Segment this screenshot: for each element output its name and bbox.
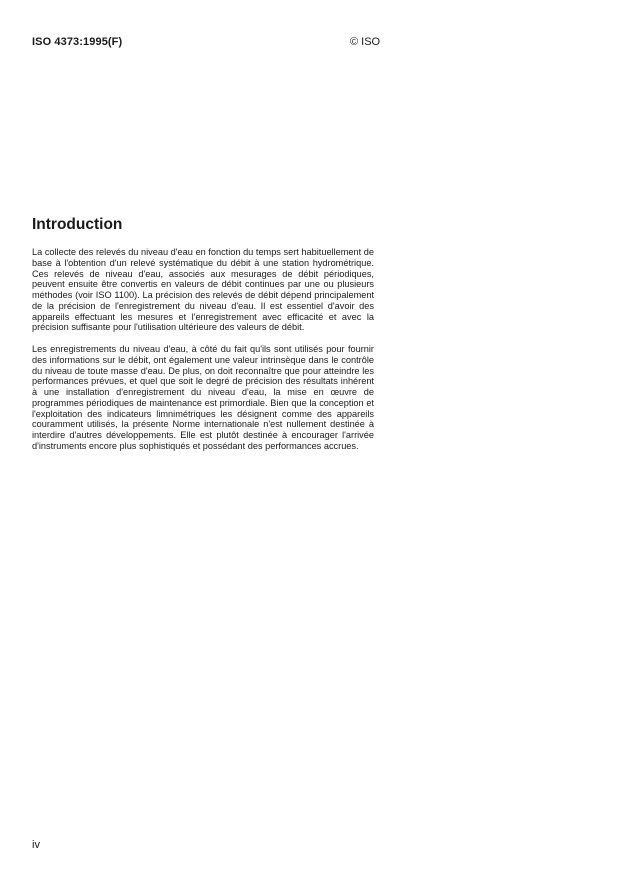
paragraph-2: Les enregistrements du niveau d'eau, à côté du fait qu'ils sont utilisés pour fournir des informations sur le débit, ont également une valeur intrinsèque dans le contrôle du niveau de toute masse d'eau. De plus, on doit reconnaître que pour atteindre les performances prévues, et quel que soit le degré de précision des résultats inhérent à une installation d'enregistrement du niveau d'eau, la mise en œuvre de programmes périodiques de maintenance est primordiale. Bien que la conception et l'exploitation des indicateurs limnimétriques les désignent comme des appareils couramment utilisés, la présente Norme internationale n'est nullement destinée à interdire d'autres développements. Elle est plutôt destinée à encourager l'arrivée d'instruments encore plus sophistiqués et possédant des performances accrues. bbox=[32, 344, 374, 451]
copyright-notice: © ISO bbox=[350, 36, 381, 48]
section-body bbox=[32, 247, 374, 463]
paragraph-1: La collecte des relevés du niveau d'eau en fonction du temps sert habituellement de base à l'obtention d'un relevé systématique du débit à une station hydrométrique. Ces relevés de niveau d'eau, associés aux mesurages de débit périodiques, peuvent ensuite être convertis en valeurs de débit continues par une ou plusieurs méthodes (voir ISO 1100). La précision des relevés de débit dépend principalement de la précision de l'enregistrement du niveau d'eau. Il est essentiel d'avoir des appareils effectuant les mesures et l'enregistrement avec efficacité et avec la précision suffisante pour l'utilisation ultérieure des valeurs de débit. bbox=[32, 247, 374, 333]
page-number: iv bbox=[32, 839, 40, 851]
section-title: Introduction bbox=[32, 216, 123, 233]
standard-reference: ISO 4373:1995(F) bbox=[32, 36, 123, 48]
